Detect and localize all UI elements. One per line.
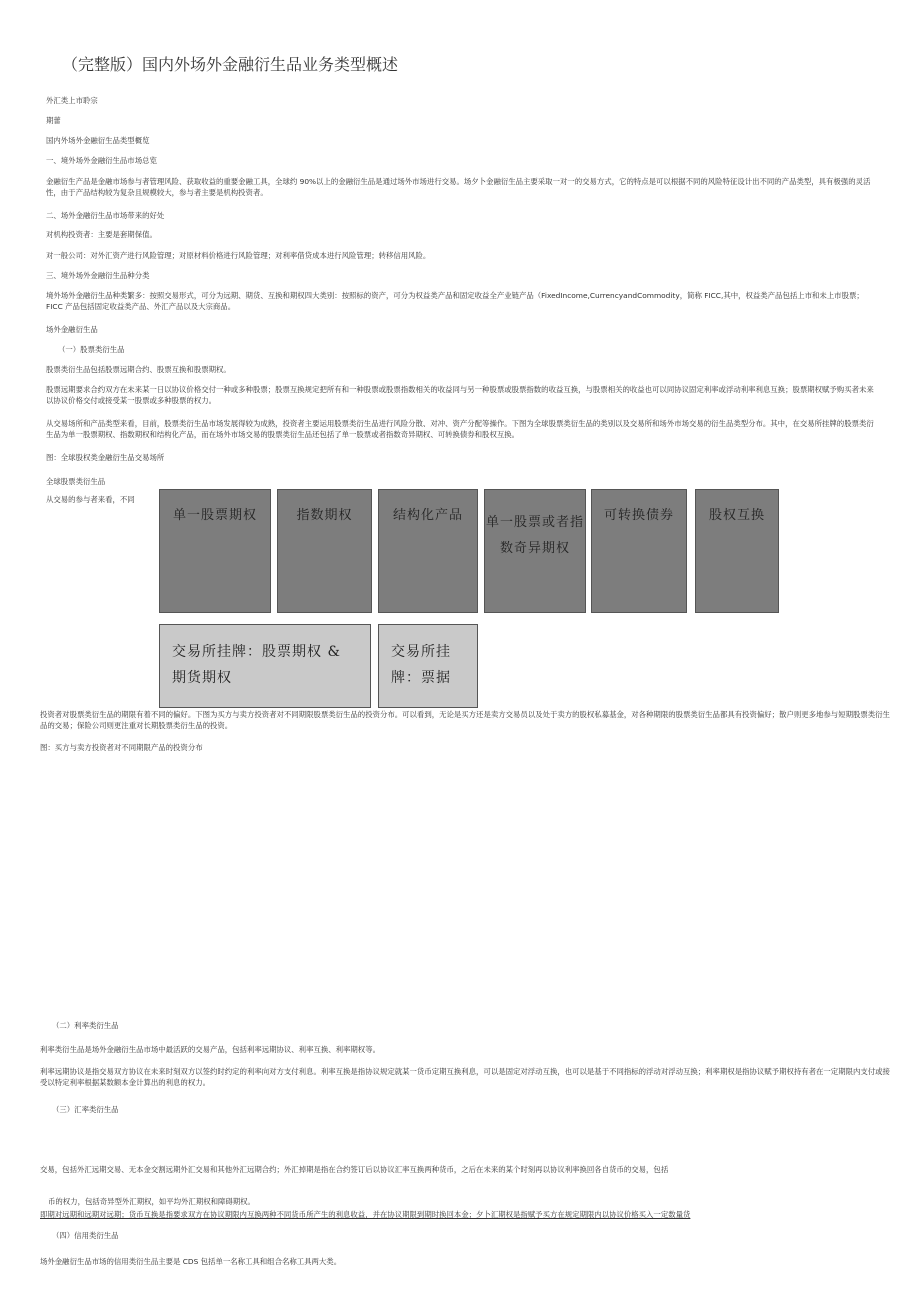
line-label: 外汇类上市聆宗	[46, 96, 98, 105]
diagram-box-exchange-listed-notes: 交易所挂牌：票据	[378, 624, 478, 708]
paragraph-15: 币的权力，包括奇异型外汇期权，如平均外汇期权和障碍期权。	[48, 1197, 255, 1206]
paragraph-4: 境外场外金融衍生品种类繁多：按照交易形式，可分为远期、期货、互换和期权四大类别：按照标的资产，可分为权益类产品和固定收益全产业链产品（FixedIncome,CurrencyandCommodity，简称 FICC,其中，权益类产品包括上市和未上市股票；FICC 产品包括固定收益类产品、外汇产品以及大宗商品。	[46, 291, 864, 311]
paragraph-17: 场外金融衍生品市场的信用类衍生品主要是 CDS 包括单一名称工具和组合名称工具两大类。	[40, 1257, 342, 1266]
diagram-box-convertible-bond: 可转换债券	[591, 489, 687, 613]
heading-6: （三）汇率类衍生品	[52, 1105, 119, 1114]
line-label: 期蕾	[46, 116, 61, 125]
diagram-box-structured-product: 结构化产品	[378, 489, 478, 613]
document-title: （完整版）国内外场外金融衍生品业务类型概述	[62, 55, 399, 74]
paragraph-7: 股票远期要求合约双方在未来某一日以协议价格交付一种或多种股票；股票互换规定把所有和一种股票或股票指数相关的收益同与另一种股票或股票指数的收益互换，与股票相关的收益也可以同协议固定利率或浮动利率利息互换；股票期权赋予购买者未来以协议价格交付或接受某一股票或多种股票的权力。	[46, 385, 874, 405]
paragraph-3: 对一般公司：对外汇资产进行风险管理；对原材料价格进行风险管理；对利率借贷成本进行风险管理；转移信用风险。	[46, 251, 431, 260]
diagram-box-equity-swap: 股权互换	[695, 489, 779, 613]
section-subtitle: 国内外场外金融衍生品类型概览	[46, 136, 150, 145]
paragraph-16: 即期对远期和远期对远期；货币互换是指要求双方在协议期限内互换两种不同货币所产生的利息收益，并在协议期限到期时换回本金；夕卜汇期权是指赋予买方在规定期限内以协议价格买入一定数量货	[40, 1210, 691, 1219]
heading-2: 二、场外金融衍生品市场带来的好处	[46, 211, 165, 220]
paragraph-13: 利率远期协议是指交易双方协议在未来时刻双方以签约时约定的利率向对方支付利息。利率互换是指协议规定就某一货币定期互换利息，可以是固定对浮动互换，也可以是基于不同指标的浮动对浮动互换；利率期权是指协议赋予期权持有者在一定期限内支付或接受以特定利率根据某数额本金计算出的利息的权力。	[40, 1067, 890, 1087]
paragraph-12: 利率类衍生品是场外金融衍生品市场中最活跃的交易产品，包括利率远期协议、利率互换、利率期权等。	[40, 1045, 380, 1054]
figure-caption-1: 图：全球股权类金融衍生品交易场所	[46, 453, 165, 462]
figure-caption-2: 图：买方与卖方投资者对不同期限产品的投资分布	[40, 743, 203, 752]
paragraph-5: 场外金融衍生品	[46, 325, 98, 334]
paragraph-11: 投资者对股票类衍生品的期限有着不同的偏好。下图为买方与卖方投资者对不同期限股票类衍生品的投资分布。可以看到，无论是买方还是卖方交易员以及处于卖方的股权私募基金，对各种期限的股票类衍生品都具有投资偏好；散户则更多地参与短期股票类衍生品的交易；保险公司则更注重对长期股票类衍生品的投资。	[40, 710, 890, 730]
paragraph-2: 对机构投资者：主要是套期保值。	[46, 230, 157, 239]
paragraph-8: 从交易场所和产品类型来看，目前，股票类衍生品市场发展得较为成熟，投资者主要运用股票类衍生品进行风险分散、对冲、资产分配等操作。下图为全球股票类衍生品的类别以及交易所和场外市场交易的衍生品类型分布。其中，在交易所挂牌的股票类衍生品为单一股票期权、指数期权和结构化产品，而在场外市场交易的股票类衍生品还包括了单一股票或者指数奇异期权、可转换债券和股权互换。	[46, 419, 874, 439]
paragraph-6: 股票类衍生品包括股票远期合约、股票互换和股票期权。	[46, 365, 231, 374]
heading-4: （一）股票类衍生品	[58, 345, 125, 354]
heading-1: 一、境外场外金融衍生品市场总览	[46, 156, 157, 165]
diagram-box-exotic-option: 单一股票或者指数奇异期权	[484, 489, 586, 613]
paragraph-1: 金融衍生产品是金融市场参与者管理风险、获取收益的重要金融工具，全球约 90%以上的金融衍生品是通过场外市场进行交易。场夕卜金融衍生品主要采取一对一的交易方式，它的特点是可以根据不同的风险特征设计出不同的产品类型，具有极强的灵活性，由于产品结构较为复杂且规模较大，参与者主要是机构投资者。	[46, 177, 871, 197]
heading-5: （二）利率类衍生品	[52, 1021, 119, 1030]
diagram-box-index-option: 指数期权	[277, 489, 372, 613]
paragraph-9: 全球股票类衍生品	[46, 477, 106, 486]
diagram-box-single-stock-option: 单一股票期权	[159, 489, 271, 613]
heading-7: （四）信用类衍生品	[52, 1231, 119, 1240]
heading-3: 三、境外场外金融衍生品种分类	[46, 271, 150, 280]
paragraph-14: 交易，包括外汇远期交易、无本金交割远期外汇交易和其他外汇远期合约；外汇掉期是指在合约签订后以协议汇率互换两种货币，之后在未来的某个时刻再以协议利率换回各自货币的交易，包括	[40, 1165, 669, 1174]
paragraph-10: 从交易的参与者来看，不同	[46, 495, 135, 504]
diagram-box-exchange-listed-options: 交易所挂牌：股票期权 & 期货期权	[159, 624, 371, 708]
